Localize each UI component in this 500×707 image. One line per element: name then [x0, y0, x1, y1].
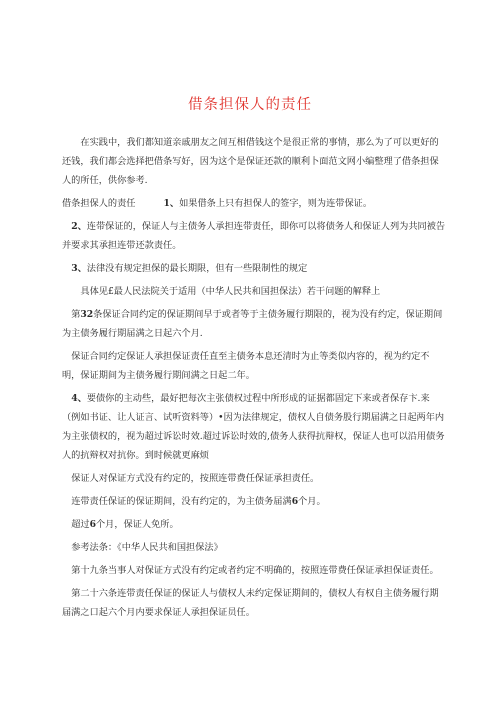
- point-2-number: 2、: [71, 221, 87, 232]
- point-2-text: 连带保证的，保证人与主债务人承担连带责任，即你可以将债务人和保证人列为共同被告并要求其承担连带还款责任。: [62, 221, 446, 251]
- point-4-number: 4、: [71, 393, 87, 404]
- point-3-text: 法律没有规定担保的最长期限，但有一些限制性的规定: [86, 263, 308, 274]
- point-4-text: 要债你的主动些，最好把每次主张债权过程中所形成的证据都固定下来或者保存卞.来（例如书证、让人证言、试听资料等）•因为法律规定，债权人自债务股行期届满之日起两年内为主张债权的，视为超过诉讼时效.超过诉讼时效的,债务人获得抗辩权，保证人也可以沿用债务人的抗辩权对抗你。到时候就更麻烦: [62, 393, 445, 461]
- paragraph-joint-liability-period: [62, 492, 447, 511]
- exemption-prefix: 超过: [71, 519, 90, 530]
- section-heading: 借条担保人的责任: [62, 198, 136, 209]
- paragraph-point-3: [62, 259, 447, 278]
- paragraph-article-26: 第二十六条连带责任保证的保证人与债权人未约定保证期间的，债权人有权自主债务履行期届满之口起六个月内要求保证人承担保证员任。: [62, 588, 439, 618]
- paragraph-reference-law: 参考法条：《中华人民共和国担保法》: [71, 542, 223, 553]
- paragraph-exemption: [62, 515, 447, 534]
- joint-liability-suffix: 个月。: [298, 496, 326, 507]
- paragraph-point-4: [62, 389, 447, 465]
- document-title: 借条担保人的责任: [188, 97, 312, 113]
- point-3-number: 3、: [71, 263, 87, 274]
- point-1-text: 如果借条上只有担保人的签字，则为连带保证。: [179, 198, 373, 209]
- point-1-number: 1、: [163, 198, 180, 209]
- document-body: [62, 133, 447, 626]
- paragraph-article-19: 第十九条当事人对保证方式没有约定或者约定不明确的，按照连带费任保证承担保证责任。: [71, 565, 439, 576]
- exemption-suffix: 个月，保证人免所。: [95, 519, 179, 530]
- paragraph-intro: 在实践中，我们都知道亲戚朋友之间互相借钱这个是很正常的事情，那么为了可以更好的还钱，我们都会选择把借条写好，因为这个是保证还款的顺利卜面范文网小编整理了借条担保人的所任，供你参考.: [62, 137, 439, 186]
- paragraph-guarantee-method: 保证人对保证方式没有约定的，按照连带费任保证承担责任。: [71, 473, 320, 484]
- months-number: 6: [291, 496, 299, 507]
- article-prefix: 第: [71, 309, 81, 320]
- paragraph-interpretation: 具体见£最人民法院关于适用（中华人民共和国担保法）若干问题的解释上: [80, 286, 381, 297]
- exemption-months-number: 6: [89, 519, 96, 530]
- article-32-text: 条保证合同约定的保证期间早于或者等于主债务履行期限的，视为没有约定，保证期间为主债务履行期届满之日起六个月.: [62, 309, 443, 339]
- paragraph-article-32: [62, 305, 447, 343]
- joint-liability-text: 连带责任保证的保证期间，没有约定的，为主债务届满: [71, 496, 292, 507]
- paragraph-guarantee-period: 保证合同约定保证人承担保证责任直至主债务本息还清时为止等类似内容的，视为约定不明，保证期间为主债务履行期间满之日起二年。: [62, 351, 430, 381]
- article-number: 32: [80, 309, 94, 320]
- paragraph-point-1: [62, 194, 447, 213]
- paragraph-point-2: [62, 217, 447, 255]
